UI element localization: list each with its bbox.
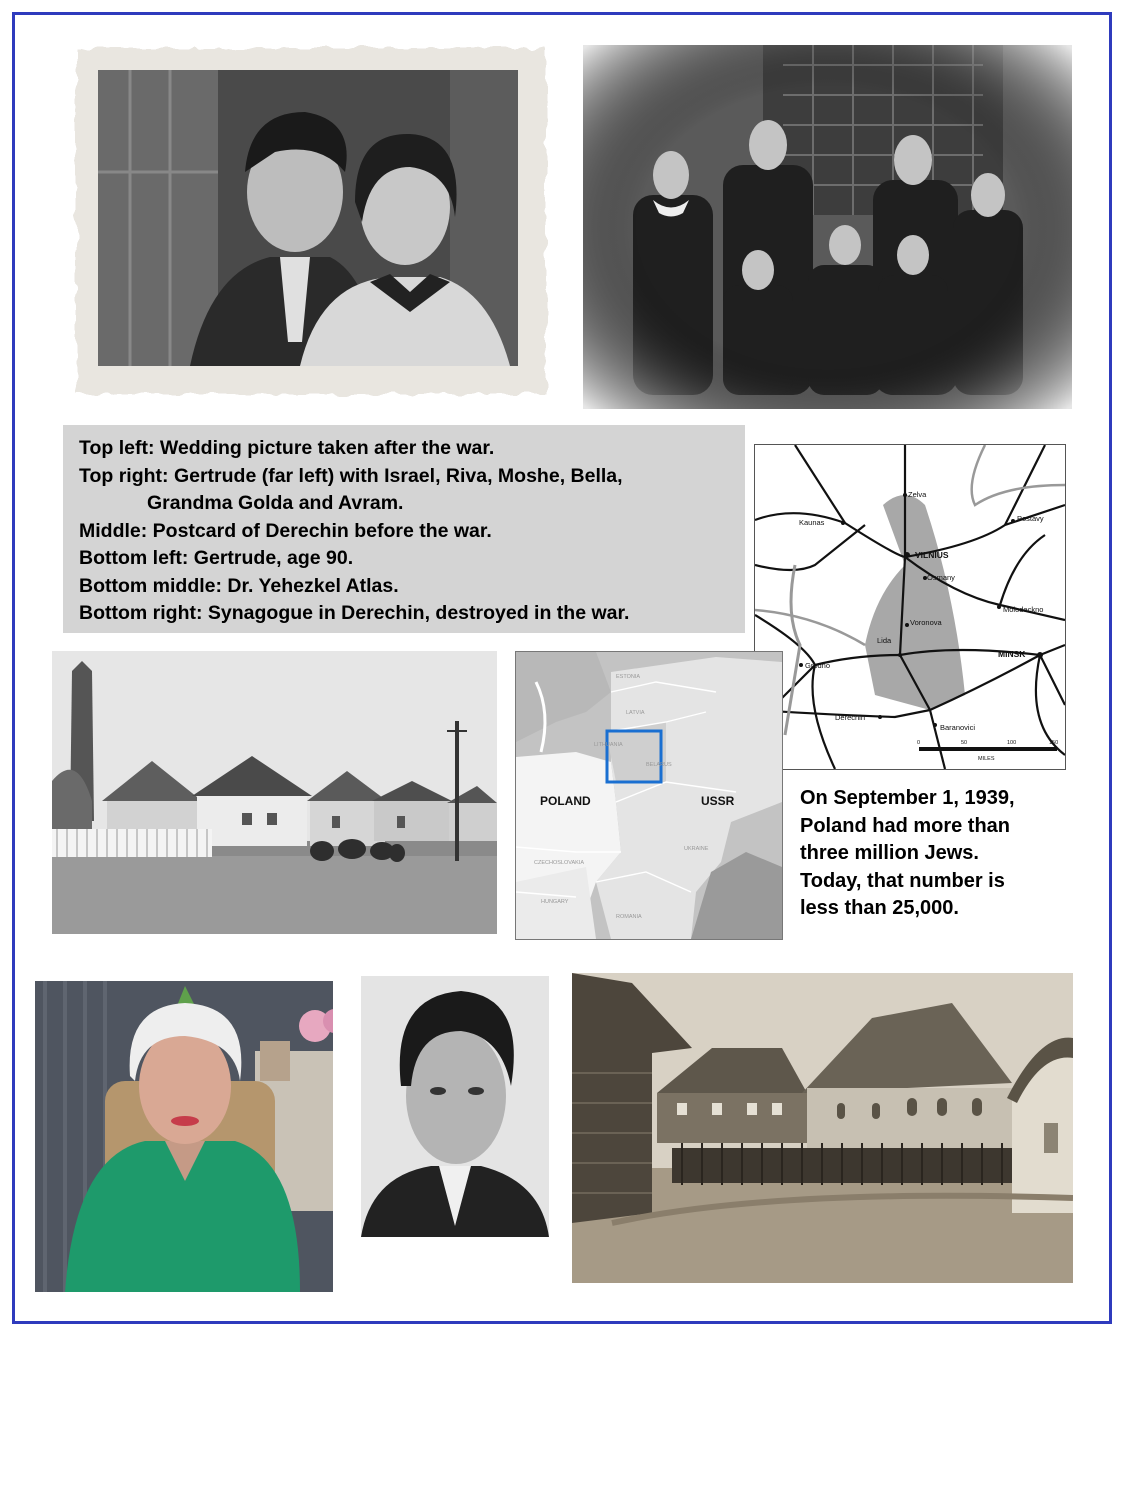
- scale-bar: [919, 747, 1057, 751]
- map-label-latvia: LATVIA: [626, 710, 645, 716]
- city-label-voronova: Voronova: [910, 618, 942, 627]
- map-label-romania: ROMANIA: [616, 914, 642, 920]
- caption-top-left: Top left: Wedding picture taken after the war.: [79, 437, 495, 459]
- scale-tick-150: 150: [1049, 740, 1059, 746]
- scale-unit: MILES: [978, 756, 995, 762]
- family-photo: [583, 45, 1072, 409]
- caption-top-right-continued: Grandma Golda and Avram.: [147, 492, 404, 514]
- city-label-baranovici: Baranovici: [940, 723, 976, 732]
- overview-map: [515, 651, 783, 940]
- caption-box: [63, 425, 745, 633]
- city-label-vilnius: VILNIUS: [915, 550, 949, 560]
- scale-tick-50: 50: [961, 740, 968, 746]
- statistic-line: On September 1, 1939,: [800, 787, 1015, 809]
- map-label-hungary: HUNGARY: [541, 899, 569, 905]
- gertrude-age-90-photo: [35, 981, 333, 1292]
- city-label-derechin: Derechin: [835, 713, 866, 722]
- city-label-osmany: Osmany: [927, 573, 955, 582]
- map-label-belarus: BELARUS: [646, 762, 672, 768]
- scale-tick-100: 100: [1007, 740, 1017, 746]
- city-label-postavy: Postavy: [1017, 514, 1044, 523]
- city-label-molodeckno: Molodeckno: [1003, 605, 1044, 614]
- map-label-ukraine: UKRAINE: [684, 846, 709, 852]
- city-label-zelva: Zelva: [908, 490, 927, 499]
- map-label-czechoslovakia: CZECHOSLOVAKIA: [534, 860, 585, 866]
- city-label-grodno: Grodno: [805, 661, 831, 670]
- city-label-kaunas: Kaunas: [799, 518, 825, 527]
- jewish-population-statistic: [800, 785, 1100, 923]
- caption-middle: Middle: Postcard of Derechin before the war.: [79, 519, 492, 542]
- city-label-lida: Lida: [877, 636, 892, 645]
- wedding-photo: [70, 42, 552, 400]
- city-label-minsk: MINSK: [998, 649, 1026, 659]
- caption-bottom-right: Bottom right: Synagogue in Derechin, destroyed in the war.: [79, 602, 630, 624]
- caption-top-right: Top right: Gertrude (far left) with Israel, Riva, Moshe, Bella,: [79, 464, 623, 487]
- derechin-synagogue-photo: [572, 973, 1073, 1283]
- derechin-postcard: [52, 651, 497, 934]
- statistic-line: three million Jews.: [800, 842, 979, 864]
- statistic-line: Today, that number is: [800, 869, 1005, 892]
- statistic-line: less than 25,000.: [800, 897, 959, 919]
- detail-map: [754, 444, 1066, 770]
- map-label-lithuania: LITHUANIA: [594, 742, 623, 748]
- scale-tick-0: 0: [917, 740, 921, 746]
- statistic-line: Poland had more than: [800, 814, 1011, 837]
- map-label-ussr: USSR: [701, 794, 735, 808]
- caption-bottom-left: Bottom left: Gertrude, age 90.: [79, 547, 354, 569]
- caption-bottom-middle: Bottom middle: Dr. Yehezkel Atlas.: [79, 574, 399, 597]
- map-label-poland: POLAND: [540, 794, 591, 808]
- yehezkel-atlas-photo: [361, 976, 549, 1237]
- map-label-estonia: ESTONIA: [616, 674, 641, 680]
